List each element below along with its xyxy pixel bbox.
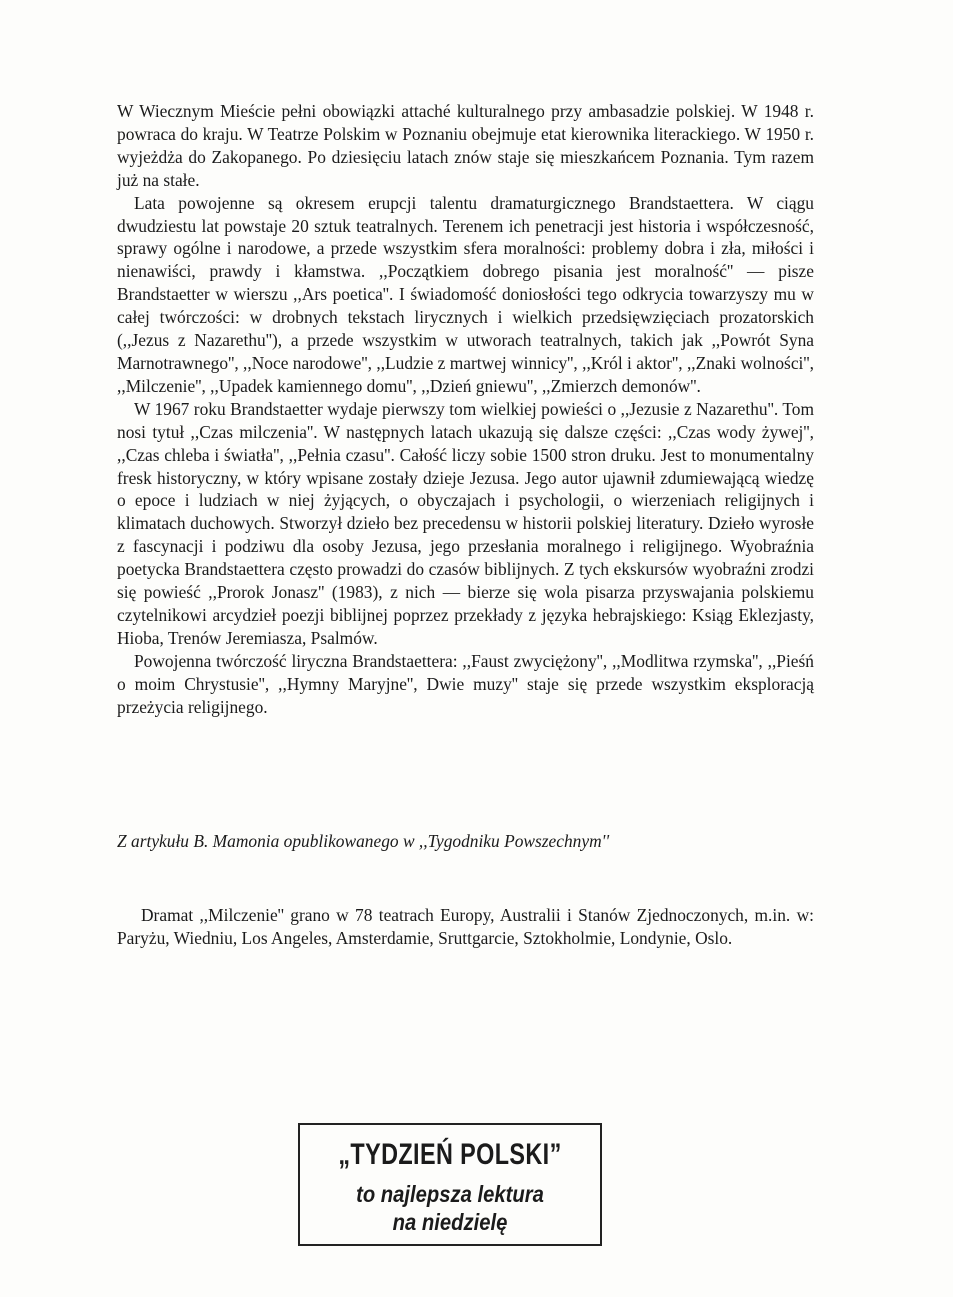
article-paragraph-1: W Wiecznym Mieście pełni obowiązki attaché kulturalnego przy ambasadzie polskiej. W 1948 r. powraca do kraju. W Teatrze Polskim w Poznaniu obejmuje etat kierownika literackiego. W 1950 r. wyjeżdża do Zakopanego. Po dziesięciu latach znów staje się mieszkańcem Poznania. Tym razem już na stałe. [117,101,814,190]
article-body [117,100,814,718]
article-paragraph-4: Powojenna twórczość liryczna Brandstaettera: ,,Faust zwyciężony'', ,,Modlitwa rzymska'', ,,Pieśń o moim Chrystusie'', ,,Hymny Maryjne'', Dwie muzy'' staje się przede wszystkim eksploracją przeżycia religijnego. [117,650,814,717]
performance-note [117,904,814,950]
article-paragraph-3: W 1967 roku Brandstaetter wydaje pierwszy tom wielkiej powieści o ,,Jezusie z Nazarethu''. Tom nosi tytuł ,,Czas milczenia''. W następnych latach ukazują się dalsze części: ,,Czas wody żywej'', ,,Czas chleba i światła'', ,,Pełnia czasu''. Całość liczy sobie 1500 stron druku. Jest to monumentalny fresk historyczny, w który wpisane zostały dzieje Jezusa. Jego autor ujawnił zdumiewającą wiedzę o epoce i ludziach w niej żyjących, o obyczajach i psychologii, o wierzeniach religijnych i klimatach duchowych. Stworzył dzieło bez precedensu w historii polskiej literatury. Dzieło wyrosłe z fascynacji i podziwu dla osoby Jezusa, jego przesłania moralnego i religijnego. Wyobraźnia poetycka Brandstaettera często prowadzi do czasów biblijnych. Z tych ekskursów wyobraźni zrodzi się powieść ,,Prorok Jonasz'' (1983), z nich — bierze się wola pisarza przyswajania polskiemu czytelnikowi arcydzieł poezji biblijnej poprzez przekłady z języka hebrajskiego: Ksiąg Eklezjasty, Hioba, Trenów Jeremiasza, Psalmów. [117,398,814,648]
advertisement-title: „TYDZIEŃ POLSKI” [338,1138,562,1171]
source-caption: Z artykułu B. Mamonia opublikowanego w ,,Tygodniku Powszechnym'' [117,831,610,851]
performance-note-text: Dramat ,,Milczenie'' grano w 78 teatrach Europy, Australii i Stanów Zjednoczonych, m.in. w: Paryżu, Wiedniu, Los Angeles, Amsterdamie, Sruttgarcie, Sztokholmie, Londynie, Oslo. [117,905,814,948]
advertisement-line-1: to najlepsza lektura [356,1181,544,1207]
advertisement-line-2: na niedzielę [392,1209,508,1235]
advertisement-box [298,1123,602,1246]
article-paragraph-2: Lata powojenne są okresem erupcji talentu dramaturgicznego Brandstaettera. W ciągu dwudziestu lat powstaje 20 sztuk teatralnych. Terenem ich penetracji jest historia i współczesność, sprawy ogólne i narodowe, a przede wszystkim sfera moralności: problemy dobra i zła, miłości i nienawiści, prawdy i kłamstwa. ,,Początkiem dobrego pisania jest moralność'' — pisze Brandstaetter w wierszu ,,Ars poetica''. I świadomość doniosłości tego odkrycia towarzyszy mu w całej twórczości: w drobnych tekstach lirycznych i wielkich przedsięwzięciach prozatorskich (,,Jezus z Nazarethu''), a przede wszystkim w utworach teatralnych, takich jak ,,Powrót Syna Marnotrawnego'', ,,Noce narodowe'', ,,Ludzie z martwej winnicy'', ,,Król i aktor'', ,,Znaki wolności'', ,,Milczenie'', ,,Upadek kamiennego domu'', ,,Dzień gniewu'', ,,Zmierzch demonów''. [117,192,814,396]
